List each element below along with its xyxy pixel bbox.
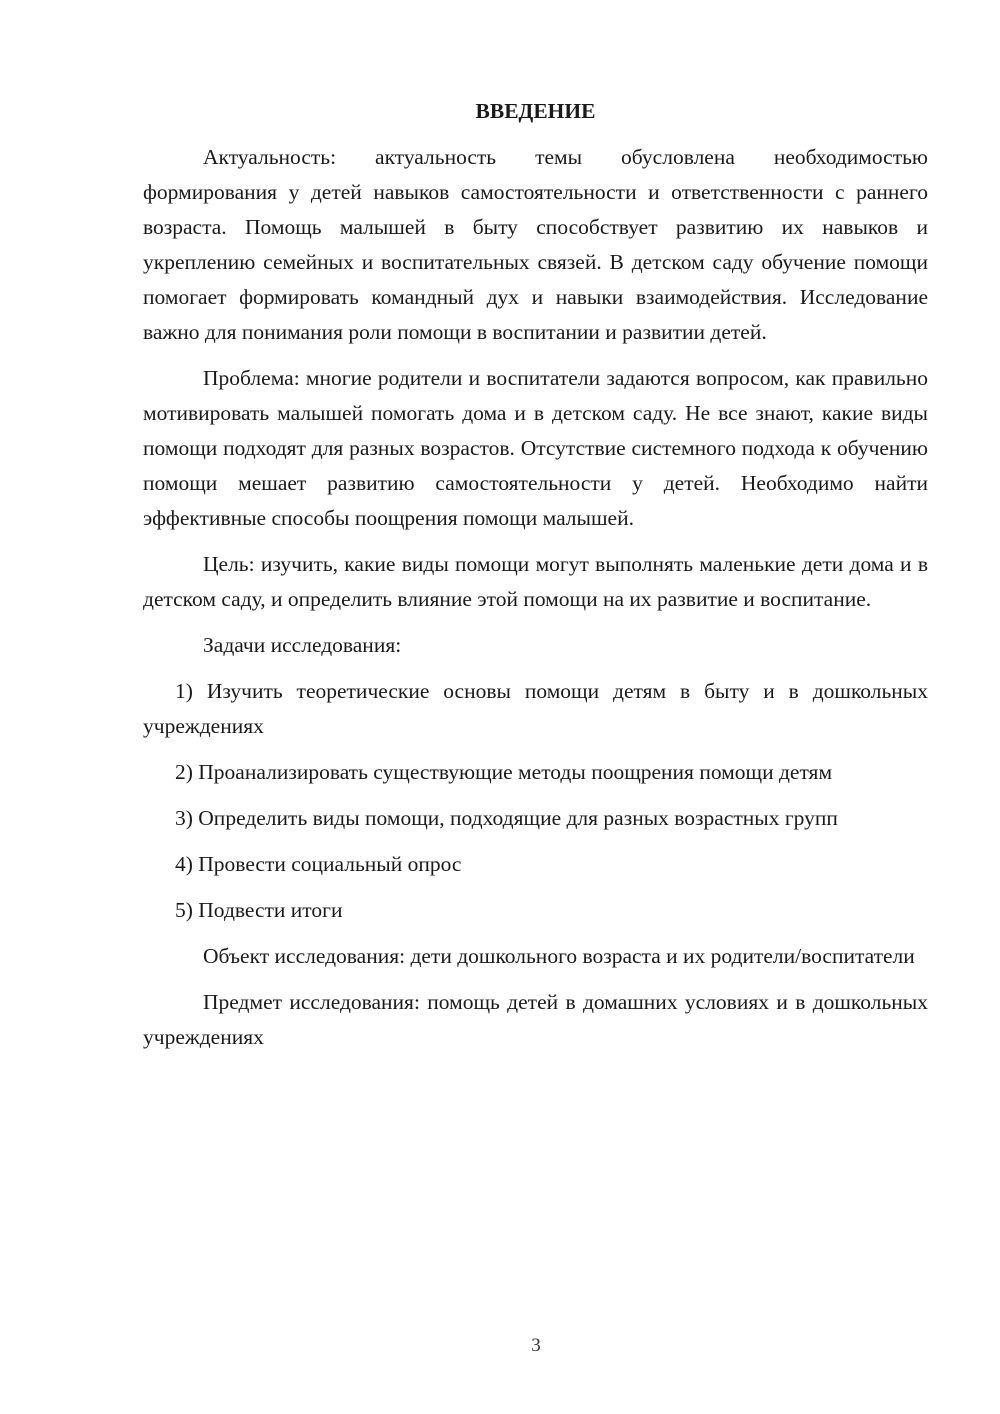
subject-paragraph: Предмет исследования: помощь детей в домашних условиях и в дошкольных учреждениях — [143, 990, 928, 1049]
relevance-paragraph: Актуальность: актуальность темы обусловлена необходимостью формирования у детей навыков самостоятельности и ответственности с раннего возраста. Помощь малышей в быту способствует развитию их навыков и укреплению семейных и воспитательных связей. В детском саду обучение помощи помогает формировать командный дух и навыки взаимодействия. Исследование важно для понимания роли помощи в воспитании и развитии детей. — [143, 145, 928, 344]
goal-paragraph: Цель: изучить, какие виды помощи могут выполнять маленькие дети дома и в детском саду, и определить влияние этой помощи на их развитие и воспитание. — [143, 552, 928, 611]
list-item: 4) Провести социальный опрос — [175, 852, 462, 876]
tasks-list — [143, 674, 928, 928]
list-item: 2) Проанализировать существующие методы поощрения помощи детям — [175, 760, 833, 784]
list-item: 1) Изучить теоретические основы помощи детям в быту и в дошкольных учреждениях — [143, 679, 928, 738]
problem-paragraph: Проблема: многие родители и воспитатели задаются вопросом, как правильно мотивировать малышей помогать дома и в детском саду. Не все знают, какие виды помощи подходят для разных возрастов. Отсутствие системного подхода к обучению помощи мешает развитию самостоятельности у детей. Необходимо найти эффективные способы поощрения помощи малышей. — [143, 366, 928, 530]
page-number: 3 — [531, 1335, 541, 1356]
list-item: 3) Определить виды помощи, подходящие для разных возрастных групп — [175, 806, 838, 830]
document-page — [143, 96, 928, 1066]
object-paragraph: Объект исследования: дети дошкольного возраста и их родители/воспитатели — [203, 944, 915, 968]
list-item: 5) Подвести итоги — [175, 898, 343, 922]
page-title: ВВЕДЕНИЕ — [475, 99, 596, 123]
tasks-heading: Задачи исследования: — [203, 633, 402, 657]
